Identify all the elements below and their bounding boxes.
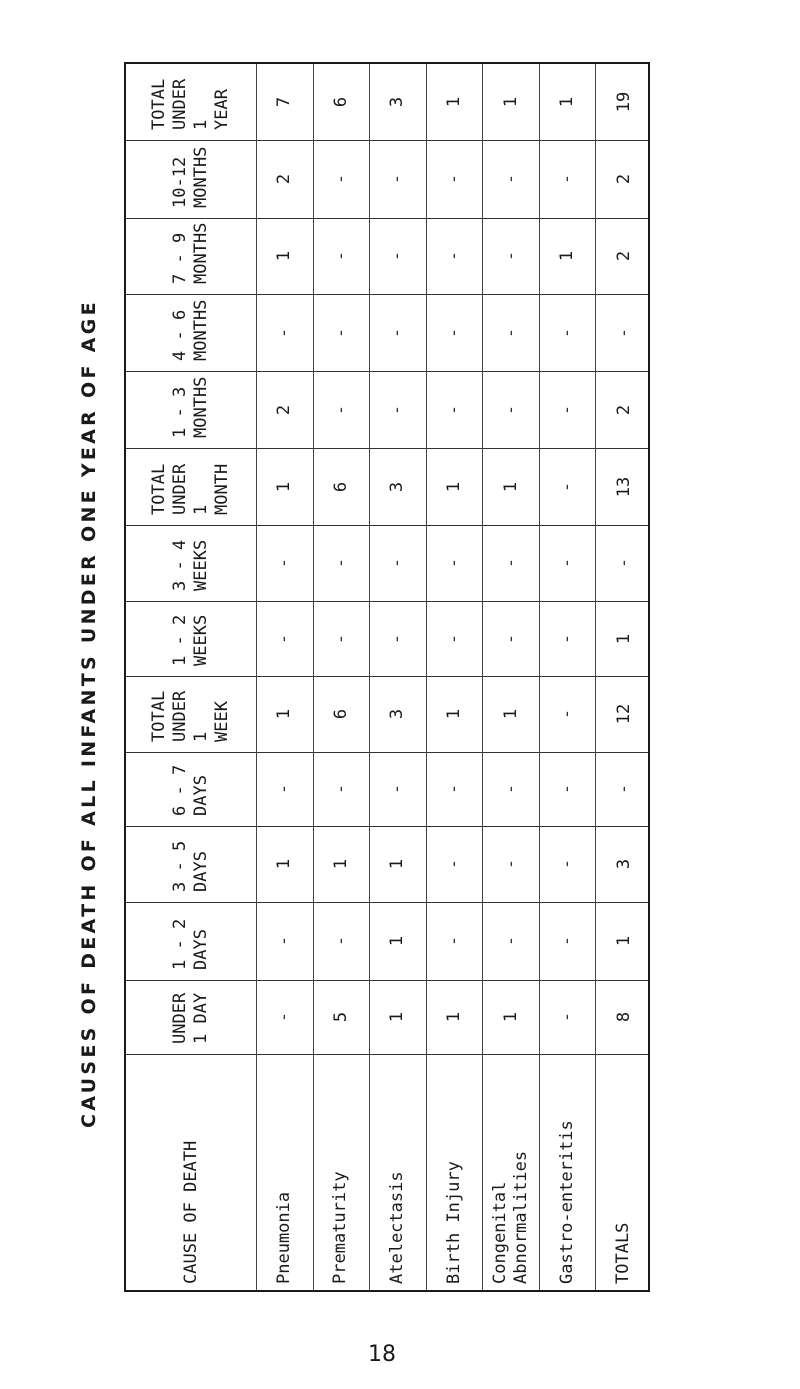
age-header-line: TOTAL xyxy=(149,690,169,742)
age-header-line: 1 xyxy=(191,731,211,742)
row-divider xyxy=(126,601,648,602)
column-divider xyxy=(256,64,257,1290)
age-header xyxy=(170,146,212,208)
table-cell: - xyxy=(557,708,578,720)
column-divider xyxy=(426,64,427,1290)
table-cell: - xyxy=(557,173,578,185)
table-cell: - xyxy=(387,404,408,415)
table-cell: 13 xyxy=(613,476,634,497)
row-divider xyxy=(126,902,648,903)
table-cell: 1 xyxy=(274,481,295,492)
table-cell: - xyxy=(444,935,464,947)
table-cell: 6 xyxy=(330,708,351,720)
row-divider xyxy=(126,752,648,753)
table-cell: - xyxy=(500,327,521,338)
table-cell: - xyxy=(557,327,578,338)
cause-label xyxy=(444,1064,465,1284)
table-cell: 1 xyxy=(274,858,295,870)
table-cell: - xyxy=(387,173,408,185)
age-header-line: 3 - 5 xyxy=(170,840,190,892)
table-cell: - xyxy=(444,858,464,870)
age-header xyxy=(170,912,212,970)
age-header-line: WEEKS xyxy=(191,539,211,591)
table-cell: - xyxy=(500,250,521,262)
age-header-line: 1 DAY xyxy=(191,992,211,1044)
table-cell: 1 xyxy=(330,858,351,870)
age-header xyxy=(149,686,233,742)
age-header xyxy=(170,611,212,666)
table-cell: 1 xyxy=(500,481,521,492)
table-cell: 1 xyxy=(613,633,634,644)
cause-label xyxy=(330,1064,351,1284)
cause-label-line: Gastro-enteritis xyxy=(556,1120,577,1284)
row-divider xyxy=(126,1054,648,1055)
table-cell: - xyxy=(330,250,351,262)
table-cell: - xyxy=(557,935,578,947)
table-cell: 1 xyxy=(444,481,464,492)
table-cell: - xyxy=(444,173,464,185)
table-cell: - xyxy=(444,633,464,644)
row-divider xyxy=(126,294,648,295)
table-cell: - xyxy=(557,858,578,870)
row-divider xyxy=(126,448,648,449)
table-cell: 1 xyxy=(613,935,634,947)
cause-label xyxy=(490,1064,532,1284)
age-header-line: YEAR xyxy=(212,89,232,130)
table-cell: 3 xyxy=(613,858,634,870)
table-cell: - xyxy=(330,633,351,644)
age-header-line: MONTHS xyxy=(191,376,211,438)
data-table xyxy=(124,62,650,1292)
table-cell: - xyxy=(274,935,295,947)
table-cell: 19 xyxy=(613,91,634,113)
table-cell: - xyxy=(557,481,578,492)
age-header-line: 4 - 6 xyxy=(170,309,190,361)
age-header-line: UNDER xyxy=(170,690,190,742)
row-divider xyxy=(126,676,648,677)
table-cell: - xyxy=(274,1011,295,1023)
column-divider xyxy=(313,64,314,1290)
row-divider xyxy=(126,140,648,141)
table-cell: - xyxy=(274,783,295,795)
table-cell: 1 xyxy=(444,96,464,108)
age-header-line: 1 - 2 xyxy=(170,614,190,666)
table-cell: - xyxy=(274,557,295,569)
stub-header-line: CAUSE OF DEATH xyxy=(180,1140,201,1284)
table-cell: 2 xyxy=(274,173,295,185)
table-cell: 2 xyxy=(613,173,634,185)
table-cell: - xyxy=(444,404,464,415)
age-header xyxy=(170,836,212,892)
age-header-line: WEEKS xyxy=(191,614,211,666)
row-divider xyxy=(126,371,648,372)
table-cell: - xyxy=(274,633,295,644)
cause-label xyxy=(557,1064,578,1284)
table-cell: - xyxy=(557,783,578,795)
row-divider xyxy=(126,218,648,219)
table-cell: 1 xyxy=(274,250,295,262)
table-cell: - xyxy=(557,404,578,415)
table-cell: 6 xyxy=(330,96,351,108)
age-header xyxy=(149,458,233,515)
age-header xyxy=(170,299,212,361)
age-header-line: 3 - 4 xyxy=(170,539,190,591)
age-header-line: DAYS xyxy=(191,851,211,892)
table-cell: - xyxy=(500,173,521,185)
age-header-line: MONTHS xyxy=(191,299,211,361)
age-header-line: DAYS xyxy=(191,775,211,816)
table-cell: 1 xyxy=(274,708,295,720)
table-cell: 1 xyxy=(500,708,521,720)
table-cell: - xyxy=(330,327,351,338)
table-cell: 6 xyxy=(330,481,351,492)
table-cell: - xyxy=(557,633,578,644)
age-header-line: 10-12 xyxy=(170,156,190,208)
column-divider xyxy=(482,64,483,1290)
row-divider xyxy=(126,826,648,827)
table-cell: 12 xyxy=(613,703,634,725)
table-cell: 3 xyxy=(387,96,408,108)
table-cell: - xyxy=(613,327,634,338)
table-cell: 1 xyxy=(500,1011,521,1023)
table-cell: - xyxy=(500,404,521,415)
table-cell: - xyxy=(613,783,634,795)
cause-label xyxy=(274,1064,295,1284)
age-header-line: MONTH xyxy=(212,463,232,515)
table-cell: 3 xyxy=(387,481,408,492)
cause-label-line: Abnormalities xyxy=(510,1150,531,1284)
table-cell: 3 xyxy=(387,708,408,720)
table-cell: 1 xyxy=(387,935,408,947)
table-cell: - xyxy=(330,783,351,795)
age-header-line: UNDER xyxy=(170,463,190,515)
age-header-line: 1 xyxy=(191,504,211,515)
row-divider xyxy=(126,525,648,526)
table-cell: 1 xyxy=(387,1011,408,1023)
age-header-line: 1 - 3 xyxy=(170,386,190,438)
age-header-line: MONTHS xyxy=(191,222,211,284)
table-cell: 7 xyxy=(274,96,295,108)
age-header-line: 1 - 2 xyxy=(170,918,190,970)
table-cell: - xyxy=(330,557,351,569)
table-cell: 2 xyxy=(613,250,634,262)
cause-label xyxy=(613,1064,634,1284)
age-header xyxy=(170,222,212,284)
table-cell: 1 xyxy=(444,1011,464,1023)
age-header-line: TOTAL xyxy=(149,463,169,515)
table-cell: 2 xyxy=(613,404,634,415)
age-header-line: 7 - 9 xyxy=(170,232,190,284)
age-header xyxy=(170,535,212,591)
age-header-line: UNDER xyxy=(170,992,190,1044)
table-cell: - xyxy=(444,783,464,795)
age-header xyxy=(170,762,212,816)
age-header-line: DAYS xyxy=(191,929,211,970)
age-header-line: TOTAL xyxy=(149,78,169,130)
cause-label-line: Prematurity xyxy=(330,1171,351,1284)
table-cell: - xyxy=(500,557,521,569)
cause-label-line: TOTALS xyxy=(613,1222,634,1284)
table-cell: - xyxy=(330,935,351,947)
table-cell: - xyxy=(387,557,408,569)
table-cell: - xyxy=(557,1011,578,1023)
table-cell: 1 xyxy=(444,708,464,720)
cause-label-line: Congenital xyxy=(489,1181,510,1284)
age-header-line: 6 - 7 xyxy=(170,764,190,816)
cause-label xyxy=(387,1064,408,1284)
column-divider xyxy=(595,64,596,1290)
table-cell: 8 xyxy=(613,1011,634,1023)
table-cell: 5 xyxy=(330,1011,351,1023)
table-title: CAUSES OF DEATH OF ALL INFANTS UNDER ONE YEAR OF AGE xyxy=(78,299,100,1128)
table-cell: - xyxy=(330,404,351,415)
column-divider xyxy=(369,64,370,1290)
age-header xyxy=(170,990,212,1044)
table-cell: 1 xyxy=(557,250,578,262)
page-number: 18 xyxy=(368,1342,396,1367)
cause-label-line: Birth Injury xyxy=(443,1161,464,1284)
table-cell: - xyxy=(500,633,521,644)
age-header-line: UNDER xyxy=(170,78,190,130)
age-header xyxy=(149,74,233,130)
table-cell: - xyxy=(387,633,408,644)
age-header-line: 1 xyxy=(191,119,211,130)
table-cell: - xyxy=(500,783,521,795)
table-cell: 2 xyxy=(274,404,295,415)
table-cell: - xyxy=(500,858,521,870)
table-cell: - xyxy=(444,557,464,569)
table-cell: 1 xyxy=(387,858,408,870)
row-divider xyxy=(126,980,648,981)
table-cell: - xyxy=(387,250,408,262)
table-cell: - xyxy=(444,250,464,262)
table-cell: - xyxy=(330,173,351,185)
age-header-line: WEEK xyxy=(212,701,232,742)
cause-label-line: Atelectasis xyxy=(386,1171,407,1284)
table-cell: - xyxy=(274,327,295,338)
table-cell: - xyxy=(500,935,521,947)
age-header-line: MONTHS xyxy=(191,146,211,208)
table-cell: 1 xyxy=(500,96,521,108)
age-header xyxy=(170,376,212,438)
cause-label-line: Pneumonia xyxy=(273,1191,294,1284)
table-cell: - xyxy=(444,327,464,338)
table-cell: - xyxy=(387,327,408,338)
column-divider xyxy=(539,64,540,1290)
table-cell: - xyxy=(557,557,578,569)
table-cell: - xyxy=(387,783,408,795)
stub-header xyxy=(181,1064,202,1284)
table-cell: - xyxy=(613,557,634,569)
table-cell: 1 xyxy=(557,96,578,108)
